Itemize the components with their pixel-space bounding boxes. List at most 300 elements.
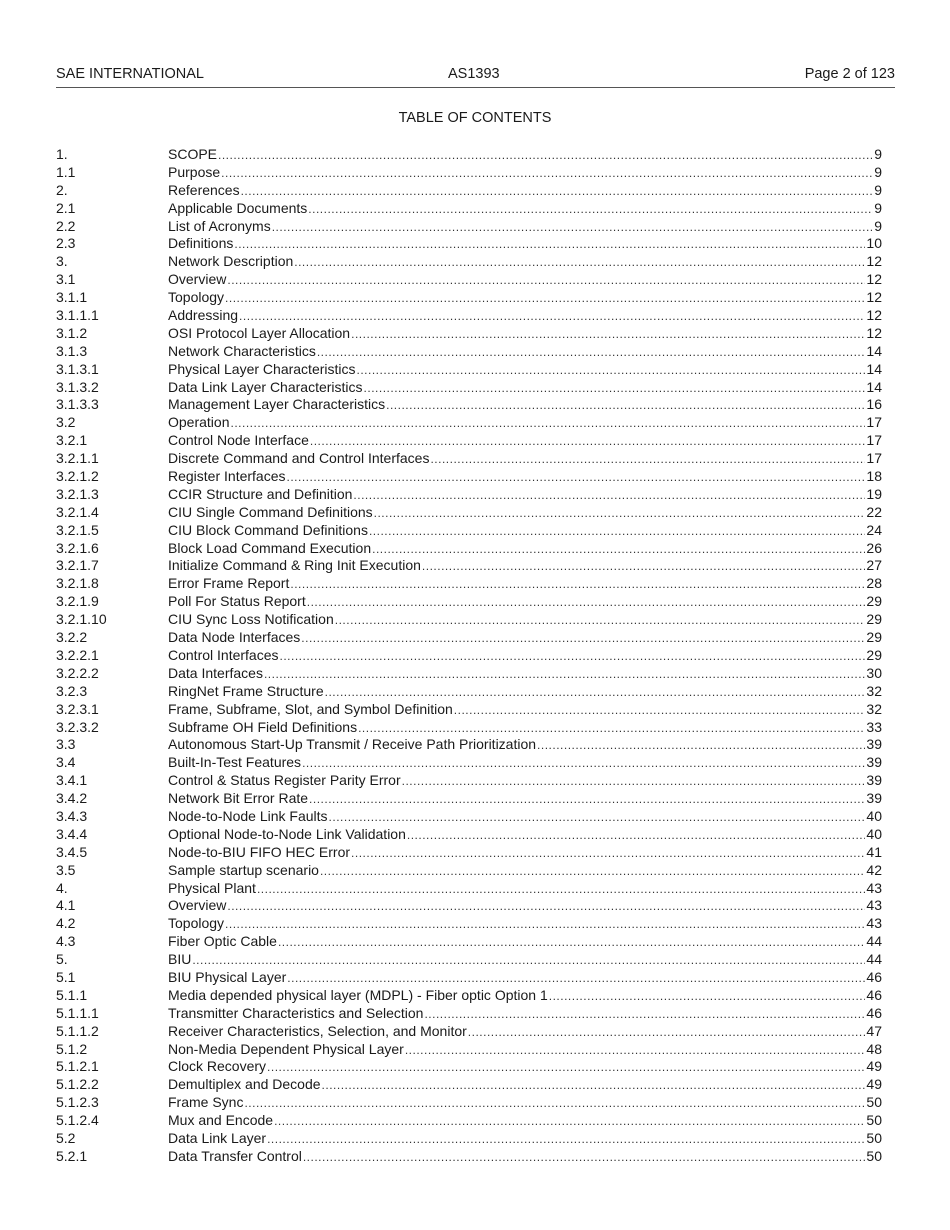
toc-entry-page: 33	[866, 718, 882, 735]
toc-entry-number: 3.2	[56, 414, 76, 431]
dot-leader	[309, 791, 865, 809]
toc-entry[interactable]	[56, 1058, 882, 1076]
dot-leader	[407, 827, 866, 845]
toc-entry-line	[168, 1148, 882, 1167]
toc-entry[interactable]	[56, 951, 882, 969]
toc-entry-page: 39	[866, 772, 882, 789]
toc-entry[interactable]	[56, 218, 882, 236]
toc-entry-title: Overview	[168, 271, 227, 288]
toc-entry-page: 46	[866, 986, 882, 1003]
dot-leader	[218, 147, 873, 165]
toc-entry-title: Optional Node-to-Node Link Validation	[168, 825, 406, 842]
dot-leader	[322, 1077, 866, 1095]
toc-entry-page: 29	[866, 611, 882, 628]
toc-entry-title: Physical Layer Characteristics	[168, 360, 356, 377]
toc-entry-number: 5.1.1.2	[56, 1022, 99, 1039]
toc-entry-line	[168, 915, 882, 934]
toc-entry[interactable]	[56, 396, 882, 414]
dot-leader	[239, 308, 865, 326]
toc-entry-title: Data Node Interfaces	[168, 629, 301, 646]
toc-entry[interactable]	[56, 343, 882, 361]
toc-entry[interactable]	[56, 790, 882, 808]
toc-entry[interactable]	[56, 665, 882, 683]
toc-entry-title: Overview	[168, 897, 227, 914]
toc-entry-title: Network Description	[168, 253, 294, 270]
toc-entry[interactable]	[56, 969, 882, 987]
toc-entry-line	[168, 307, 882, 326]
toc-entry[interactable]	[56, 933, 882, 951]
toc-entry-number: 5.1.2	[56, 1040, 88, 1057]
toc-entry-number: 5.1	[56, 968, 76, 985]
toc-entry-title: Topology	[168, 915, 225, 932]
toc-entry-page: 26	[866, 539, 882, 556]
toc-entry-line	[168, 271, 882, 290]
dot-leader	[372, 541, 865, 559]
toc-entry-number: 4.	[56, 879, 68, 896]
toc-entry-line	[168, 361, 882, 380]
toc-entry-page: 17	[866, 432, 882, 449]
dot-leader	[225, 916, 865, 934]
toc-entry-title: OSI Protocol Layer Allocation	[168, 324, 351, 341]
dot-leader	[227, 272, 865, 290]
toc-entry-number: 3.1.3.1	[56, 360, 99, 377]
dot-leader	[192, 952, 865, 970]
toc-entry-number: 3.5	[56, 861, 76, 878]
toc-entry-page: 14	[866, 342, 882, 359]
toc-entry-number: 3.2.2.1	[56, 646, 99, 663]
toc-entry-title: Register Interfaces	[168, 468, 286, 485]
toc-entry-page: 28	[866, 575, 882, 592]
toc-entry-line	[168, 1005, 882, 1024]
toc-entry[interactable]	[56, 182, 882, 200]
toc-entry[interactable]	[56, 593, 882, 611]
toc-entry-page: 40	[866, 807, 882, 824]
toc-entry-page: 9	[874, 181, 882, 198]
toc-entry-title: Subframe OH Field Definitions	[168, 718, 358, 735]
toc-entry-line	[168, 629, 882, 648]
toc-entry-title: Addressing	[168, 307, 239, 324]
toc-entry[interactable]	[56, 1023, 882, 1041]
dot-leader	[386, 397, 865, 415]
dot-leader	[308, 201, 873, 219]
toc-entry-line	[168, 754, 882, 773]
toc-entry-number: 3.2.3.2	[56, 718, 99, 735]
toc-entry-title: Definitions	[168, 235, 234, 252]
toc-entry[interactable]	[56, 164, 882, 182]
toc-entry-number: 3.2.1.9	[56, 593, 99, 610]
toc-entry-page: 10	[866, 235, 882, 252]
dot-leader	[267, 1131, 865, 1149]
toc-entry-number: 3.4.3	[56, 807, 88, 824]
dot-leader	[430, 451, 865, 469]
toc-entry-number: 3.1.3.3	[56, 396, 99, 413]
toc-entry-number: 5.2	[56, 1129, 76, 1146]
toc-entry-number: 3.1.2	[56, 324, 88, 341]
toc-entry[interactable]	[56, 468, 882, 486]
toc-entry-title: Operation	[168, 414, 230, 431]
toc-entry-title: Fiber Optic Cable	[168, 933, 277, 950]
toc-entry-title: Control Interfaces	[168, 646, 279, 663]
toc-entry[interactable]	[56, 862, 882, 880]
toc-entry[interactable]	[56, 235, 882, 253]
toc-entry[interactable]	[56, 880, 882, 898]
toc-entry-number: 5.1.2.2	[56, 1076, 99, 1093]
dot-leader	[468, 1024, 866, 1042]
toc-entry-line	[168, 933, 882, 952]
toc-entry-page: 22	[866, 503, 882, 520]
dot-leader	[454, 702, 866, 720]
toc-entry-line	[168, 647, 882, 666]
toc-entry-page: 46	[866, 1004, 882, 1021]
page-header	[56, 66, 895, 88]
toc-entry-number: 5.1.2.3	[56, 1094, 99, 1111]
toc-entry[interactable]	[56, 683, 882, 701]
dot-leader	[221, 165, 873, 183]
toc-entry-page: 42	[866, 861, 882, 878]
toc-entry-line	[168, 719, 882, 738]
toc-entry-number: 3.2.1.6	[56, 539, 99, 556]
toc-entry[interactable]	[56, 844, 882, 862]
toc-entry-title: BIU	[168, 951, 192, 968]
toc-entry-line	[168, 414, 882, 433]
toc-entry-page: 17	[866, 414, 882, 431]
dot-leader	[230, 415, 865, 433]
toc-entry[interactable]	[56, 629, 882, 647]
toc-entry[interactable]	[56, 1005, 882, 1023]
dot-leader	[320, 863, 865, 881]
toc-entry-line	[168, 146, 882, 165]
toc-entry-number: 5.	[56, 951, 68, 968]
toc-entry-number: 2.3	[56, 235, 76, 252]
dot-leader	[364, 380, 866, 398]
toc-entry-number: 5.1.1	[56, 986, 88, 1003]
dot-leader	[351, 845, 865, 863]
toc-entry-line	[168, 200, 882, 219]
dot-leader	[310, 433, 866, 451]
dot-leader	[351, 326, 865, 344]
toc-entry-page: 18	[866, 468, 882, 485]
toc-entry[interactable]	[56, 486, 882, 504]
dot-leader	[272, 219, 874, 237]
toc-entry-page: 44	[866, 933, 882, 950]
toc-entry-title: Initialize Command & Ring Init Execution	[168, 557, 421, 574]
dot-leader	[278, 934, 865, 952]
toc-entry-title: Network Characteristics	[168, 342, 316, 359]
toc-entry-page: 44	[866, 951, 882, 968]
toc-entry-title: Discrete Command and Control Interfaces	[168, 450, 430, 467]
toc-entry[interactable]	[56, 915, 882, 933]
toc-entry-page: 39	[866, 790, 882, 807]
dot-leader	[405, 1042, 866, 1060]
toc-entry[interactable]	[56, 432, 882, 450]
dot-leader	[241, 183, 874, 201]
toc-entry-number: 3.1.1	[56, 289, 88, 306]
dot-leader	[549, 988, 866, 1006]
toc-entry-number: 2.	[56, 181, 68, 198]
toc-entry-page: 27	[866, 557, 882, 574]
toc-entry[interactable]	[56, 1148, 882, 1166]
toc-entry-page: 39	[866, 754, 882, 771]
toc-entry[interactable]	[56, 736, 882, 754]
toc-entry-title: CIU Sync Loss Notification	[168, 611, 334, 628]
toc-entry-line	[168, 1076, 882, 1095]
toc-entry-line	[168, 325, 882, 344]
toc-entry[interactable]	[56, 271, 882, 289]
toc-entry[interactable]	[56, 1112, 882, 1130]
dot-leader	[257, 881, 865, 899]
dot-leader	[301, 630, 865, 648]
toc-entry-line	[168, 1023, 882, 1042]
toc-entry-line	[168, 790, 882, 809]
toc-entry-title: Physical Plant	[168, 879, 256, 896]
toc-entry-page: 17	[866, 450, 882, 467]
toc-entry[interactable]	[56, 450, 882, 468]
dot-leader	[264, 666, 865, 684]
toc-entry-page: 29	[866, 646, 882, 663]
toc-entry-number: 3.2.1.8	[56, 575, 99, 592]
toc-entry-page: 50	[866, 1129, 882, 1146]
dot-leader	[287, 469, 866, 487]
toc-entry-line	[168, 951, 882, 970]
toc-entry-line	[168, 826, 882, 845]
toc-entry-title: Frame Sync	[168, 1094, 244, 1111]
toc-entry-number: 3.2.3	[56, 682, 88, 699]
toc-entry-page: 9	[874, 146, 882, 162]
dot-leader	[234, 236, 865, 254]
toc-entry-title: Transmitter Characteristics and Selection	[168, 1004, 424, 1021]
toc-entry[interactable]	[56, 719, 882, 737]
toc-entry-number: 5.1.2.4	[56, 1112, 99, 1129]
dot-leader	[325, 684, 866, 702]
toc-entry-number: 3.2.1	[56, 432, 88, 449]
toc-entry[interactable]	[56, 289, 882, 307]
toc-entry-title: CIU Single Command Definitions	[168, 503, 373, 520]
toc-entry-title: List of Acronyms	[168, 217, 271, 234]
toc-entry-page: 29	[866, 593, 882, 610]
toc-entry-number: 3.3	[56, 736, 76, 753]
toc-entry-number: 1.	[56, 146, 68, 162]
toc-entry-page: 50	[866, 1112, 882, 1129]
toc-entry-page: 9	[874, 163, 882, 180]
toc-entry-page: 12	[866, 324, 882, 341]
toc-entry-title: Data Link Layer Characteristics	[168, 378, 363, 395]
toc-entry-line	[168, 396, 882, 415]
toc-entry[interactable]	[56, 647, 882, 665]
toc-entry-title: Clock Recovery	[168, 1058, 267, 1075]
toc-entry[interactable]	[56, 754, 882, 772]
dot-leader	[227, 898, 865, 916]
toc-entry[interactable]	[56, 772, 882, 790]
toc-entry-number: 4.2	[56, 915, 76, 932]
toc-entry-page: 32	[866, 700, 882, 717]
dot-leader	[537, 737, 865, 755]
dot-leader	[280, 648, 866, 666]
toc-entry-page: 43	[866, 897, 882, 914]
toc-entry-title: Poll For Status Report	[168, 593, 306, 610]
toc-entry-title: CIU Block Command Definitions	[168, 521, 368, 538]
toc-entry-line	[168, 468, 882, 487]
toc-entry-number: 3.1.1.1	[56, 307, 99, 324]
toc-entry-title: Sample startup scenario	[168, 861, 319, 878]
toc-entry[interactable]	[56, 325, 882, 343]
toc-entry-line	[168, 683, 882, 702]
toc-entry-title: Data Link Layer	[168, 1129, 267, 1146]
dot-leader	[244, 1095, 865, 1113]
toc-entry[interactable]	[56, 826, 882, 844]
toc-entry-line	[168, 736, 882, 755]
toc-entry[interactable]	[56, 808, 882, 826]
dot-leader	[374, 505, 866, 523]
toc-entry-line	[168, 379, 882, 398]
dot-leader	[307, 594, 866, 612]
toc-entry-number: 3.2.1.7	[56, 557, 99, 574]
toc-entry[interactable]	[56, 307, 882, 325]
toc-entry-title: CCIR Structure and Definition	[168, 485, 353, 502]
toc-entry-title: Frame, Subframe, Slot, and Symbol Definition	[168, 700, 453, 717]
toc-entry-page: 12	[866, 253, 882, 270]
toc-entry-number: 3.4.4	[56, 825, 88, 842]
toc-entry[interactable]	[56, 557, 882, 575]
toc-entry-page: 46	[866, 968, 882, 985]
toc-entry-line	[168, 808, 882, 827]
toc-entry-number: 3.4.5	[56, 843, 88, 860]
toc-entry-line	[168, 1130, 882, 1149]
toc-entry-number: 3.1	[56, 271, 76, 288]
toc-entry[interactable]	[56, 611, 882, 629]
toc-entry-line	[168, 880, 882, 899]
toc-entry[interactable]	[56, 575, 882, 593]
toc-entry-line	[168, 343, 882, 362]
toc-entry-page: 39	[866, 736, 882, 753]
toc-entry[interactable]	[56, 200, 882, 218]
toc-entry-title: Error Frame Report	[168, 575, 290, 592]
toc-entry-page: 16	[866, 396, 882, 413]
dot-leader	[329, 809, 866, 827]
toc-entry-title: SCOPE	[168, 146, 218, 162]
toc-entry[interactable]	[56, 146, 882, 164]
dot-leader	[303, 1149, 866, 1167]
toc-entry-number: 4.1	[56, 897, 76, 914]
toc-entry-page: 49	[866, 1076, 882, 1093]
dot-leader	[422, 558, 866, 576]
toc-entry-line	[168, 1041, 882, 1060]
toc-entry[interactable]	[56, 1041, 882, 1059]
toc-entry-line	[168, 844, 882, 863]
header-document-id: AS1393	[448, 66, 500, 82]
toc-entry-number: 3.2.1.4	[56, 503, 99, 520]
toc-entry-line	[168, 987, 882, 1006]
toc-entry-page: 14	[866, 360, 882, 377]
toc-entry[interactable]	[56, 522, 882, 540]
toc-entry-number: 3.2.3.1	[56, 700, 99, 717]
toc-entry-number: 3.4	[56, 754, 76, 771]
dot-leader	[274, 1113, 865, 1131]
dot-leader	[294, 254, 865, 272]
toc-entry[interactable]	[56, 361, 882, 379]
toc-entry[interactable]	[56, 414, 882, 432]
toc-entry-page: 49	[866, 1058, 882, 1075]
table-of-contents	[56, 146, 882, 1166]
dot-leader	[267, 1059, 865, 1077]
toc-entry[interactable]	[56, 379, 882, 397]
toc-entry-title: Node-to-Node Link Faults	[168, 807, 328, 824]
toc-entry-line	[168, 486, 882, 505]
toc-entry-number: 4.3	[56, 933, 76, 950]
toc-entry-line	[168, 450, 882, 469]
toc-entry-number: 5.1.1.1	[56, 1004, 99, 1021]
toc-entry-number: 5.2.1	[56, 1147, 88, 1164]
toc-entry-title: Built-In-Test Features	[168, 754, 302, 771]
toc-entry-title: Mux and Encode	[168, 1112, 274, 1129]
toc-entry-page: 32	[866, 682, 882, 699]
toc-entry-number: 3.2.1.3	[56, 485, 99, 502]
toc-entry-line	[168, 593, 882, 612]
toc-entry-line	[168, 164, 882, 183]
toc-entry-title: Control Node Interface	[168, 432, 309, 449]
toc-entry-line	[168, 289, 882, 308]
toc-entry-line	[168, 862, 882, 881]
toc-entry-line	[168, 253, 882, 272]
toc-entry[interactable]	[56, 1130, 882, 1148]
toc-entry-number: 3.2.1.2	[56, 468, 99, 485]
toc-entry-title: Receiver Characteristics, Selection, and Monitor	[168, 1022, 467, 1039]
toc-entry-title: Management Layer Characteristics	[168, 396, 386, 413]
dot-leader	[358, 720, 865, 738]
toc-entry-line	[168, 1112, 882, 1131]
toc-entry-line	[168, 665, 882, 684]
toc-entry[interactable]	[56, 897, 882, 915]
toc-entry-number: 2.2	[56, 217, 76, 234]
toc-entry-line	[168, 701, 882, 720]
dot-leader	[353, 487, 865, 505]
toc-entry[interactable]	[56, 701, 882, 719]
toc-entry-page: 12	[866, 289, 882, 306]
toc-entry-page: 12	[866, 307, 882, 324]
toc-entry-line	[168, 235, 882, 254]
toc-entry-page: 29	[866, 629, 882, 646]
toc-entry-line	[168, 772, 882, 791]
toc-entry-page: 40	[866, 825, 882, 842]
dot-leader	[287, 970, 865, 988]
dot-leader	[335, 612, 866, 630]
toc-entry-number: 3.2.2.2	[56, 664, 99, 681]
toc-entry[interactable]	[56, 1076, 882, 1094]
toc-entry[interactable]	[56, 1094, 882, 1112]
toc-entry-number: 5.1.2.1	[56, 1058, 99, 1075]
toc-entry[interactable]	[56, 504, 882, 522]
toc-entry-line	[168, 1058, 882, 1077]
toc-entry-page: 24	[866, 521, 882, 538]
dot-leader	[317, 344, 866, 362]
toc-entry[interactable]	[56, 987, 882, 1005]
dot-leader	[402, 773, 866, 791]
toc-entry-number: 3.2.1.1	[56, 450, 99, 467]
toc-entry-line	[168, 557, 882, 576]
toc-entry-title: Demultiplex and Decode	[168, 1076, 321, 1093]
dot-leader	[357, 362, 866, 380]
toc-entry-title: Network Bit Error Rate	[168, 790, 309, 807]
toc-entry-number: 3.4.1	[56, 772, 88, 789]
toc-entry-line	[168, 182, 882, 201]
toc-entry-number: 3.	[56, 253, 68, 270]
toc-entry-title: RingNet Frame Structure	[168, 682, 324, 699]
toc-entry-title: References	[168, 181, 240, 198]
toc-entry[interactable]	[56, 540, 882, 558]
toc-entry-line	[168, 522, 882, 541]
header-organization: SAE INTERNATIONAL	[56, 66, 204, 82]
toc-entry-page: 50	[866, 1147, 882, 1164]
toc-entry[interactable]	[56, 253, 882, 271]
